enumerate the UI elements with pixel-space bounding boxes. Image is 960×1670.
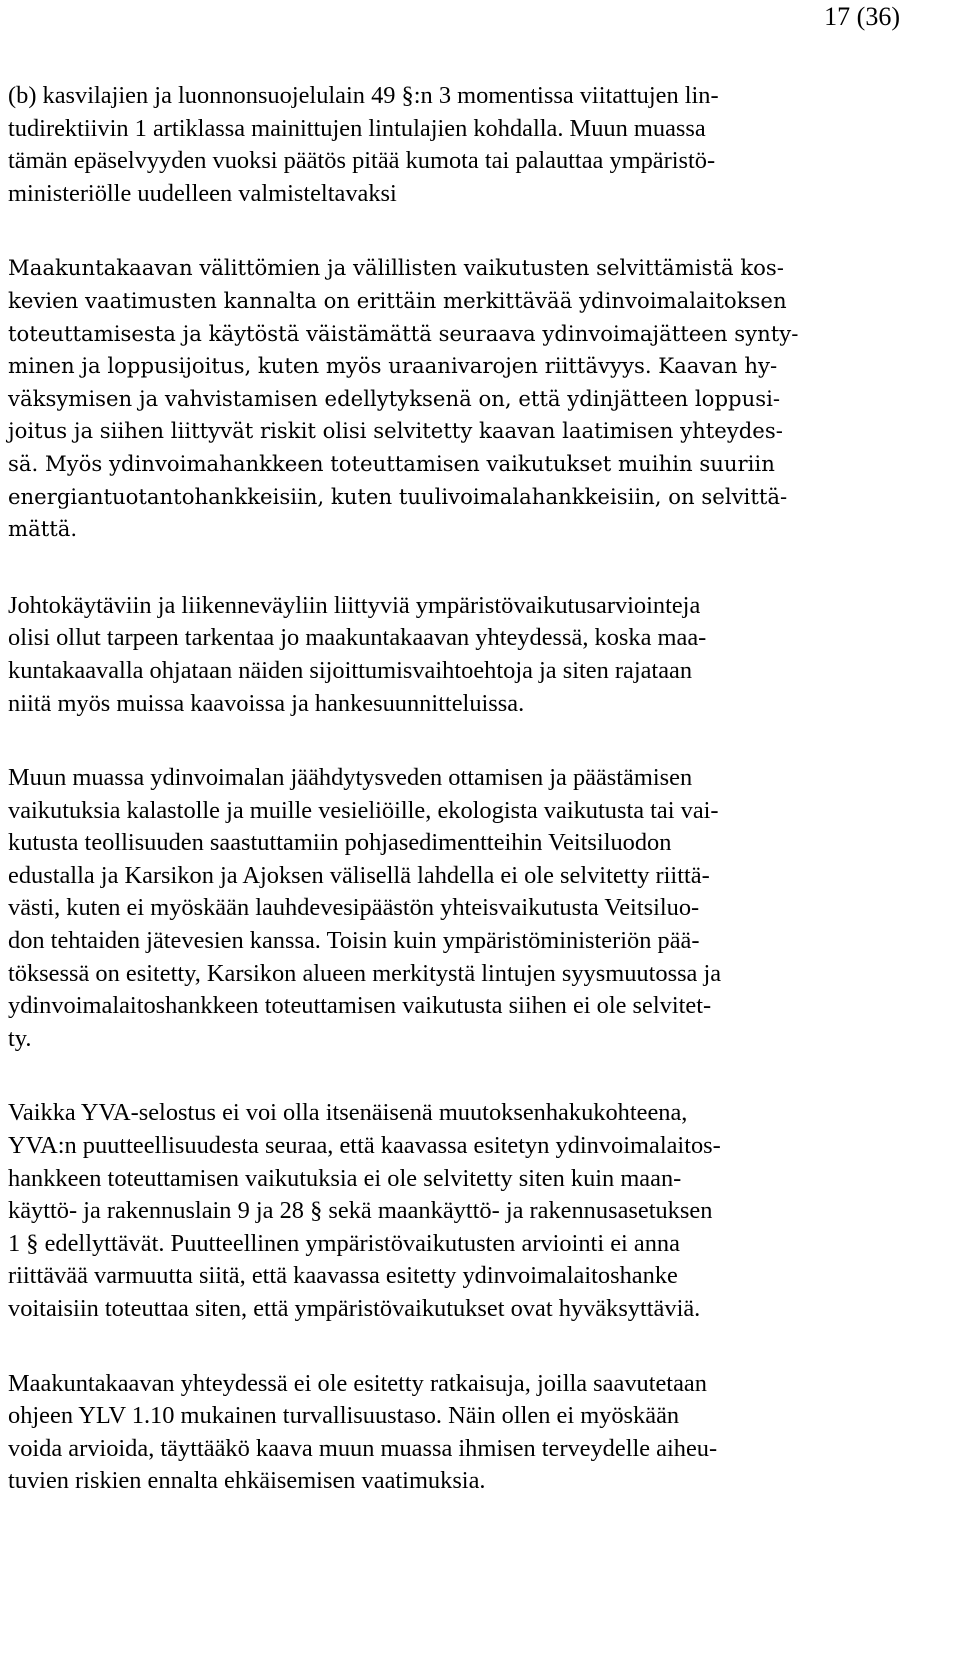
text-line: tämän epäselvyyden vuoksi päätös pitää kumota tai palauttaa ympäristö- [8, 147, 716, 175]
paragraph-cooling-water [8, 762, 903, 1055]
paragraph-nuclear-waste [8, 252, 903, 545]
text-line: voida arvioida, täyttääkö kaava muun muassa ihmisen terveydelle aiheu- [8, 1434, 718, 1462]
text-line: hankkeen toteuttamisen vaikutuksia ei ole selvitetty siten kuin maan- [8, 1164, 682, 1192]
text-line: käyttö- ja rakennuslain 9 ja 28 § sekä maankäyttö- ja rakennusasetuksen [8, 1197, 713, 1225]
text-line: minen ja loppusijoitus, kuten myös uraanivarojen riittävyys. Kaavan hy- [8, 353, 778, 379]
text-line: mättä. [8, 516, 78, 542]
text-line: niitä myös muissa kaavoissa ja hankesuunnitteluissa. [8, 689, 525, 717]
text-line: joitus ja siihen liittyvät riskit olisi selvitetty kaavan laatimisen yhteydes- [8, 418, 783, 444]
text-line: kutusta teollisuuden saastuttamiin pohjasedimentteihin Veitsiluodon [8, 829, 672, 857]
text-line: 1 § edellyttävät. Puutteellinen ympäristövaikutusten arviointi ei anna [8, 1229, 680, 1257]
text-line: olisi ollut tarpeen tarkentaa jo maakuntakaavan yhteydessä, koska maa- [8, 624, 707, 652]
text-line: kevien vaatimusten kannalta on erittäin merkittävää ydinvoimalaitoksen [8, 287, 787, 313]
text-line: västi, kuten ei myöskään lauhdevesipäästön yhteisvaikutusta Veitsiluo- [8, 894, 700, 922]
text-line: toteuttamisesta ja käytöstä väistämättä seuraava ydinvoimajätteen synty- [8, 320, 799, 346]
text-line: voitaisiin toteuttaa siten, että ympäristövaikutukset ovat hyväksyttäviä. [8, 1295, 701, 1322]
paragraph-bird-directive [8, 80, 903, 210]
text-line: don tehtaiden jätevesien kanssa. Toisin kuin ympäristöministeriön pää- [8, 927, 700, 955]
paragraph-safety-level [8, 1368, 903, 1498]
text-line: ydinvoimalaitoshankkeen toteuttamisen vaikutusta siihen ei ole selvitet- [8, 992, 712, 1020]
text-line: Vaikka YVA-selostus ei voi olla itsenäisenä muutoksenhakukohteena, [8, 1099, 688, 1127]
text-line: sä. Myös ydinvoimahankkeen toteuttamisen vaikutukset muihin suuriin [8, 450, 775, 476]
text-line: Muun muassa ydinvoimalan jäähdytysveden ottamisen ja päästämisen [8, 764, 693, 792]
text-line: (b) kasvilajien ja luonnonsuojelulain 49 §:n 3 momentissa viitattujen lin- [8, 82, 719, 109]
text-line: YVA:n puutteellisuudesta seuraa, että kaavassa esitetyn ydinvoimalaitos- [8, 1132, 721, 1160]
text-line: Maakuntakaavan välittömien ja välillisten vaikutusten selvittämistä kos- [8, 255, 784, 281]
text-line: edustalla ja Karsikon ja Ajoksen välisellä lahdella ei ole selvitetty riittä- [8, 861, 710, 889]
text-line: Maakuntakaavan yhteydessä ei ole esitetty ratkaisuja, joilla saavutetaan [8, 1369, 707, 1397]
paragraph-power-lines [8, 590, 903, 720]
text-line: ty. [8, 1024, 32, 1052]
text-line: Johtokäytäviin ja liikenneväyliin liittyviä ympäristövaikutusarviointeja [8, 591, 701, 619]
text-line: ohjeen YLV 1.10 mukainen turvallisuustaso. Näin ollen ei myöskään [8, 1402, 680, 1430]
text-line: väksymisen ja vahvistamisen edellytyksenä on, että ydinjätteen loppusi- [8, 385, 781, 411]
text-line: tuvien riskien ennalta ehkäisemisen vaatimuksia. [8, 1467, 486, 1495]
text-line: ministeriölle uudelleen valmisteltavaksi [8, 179, 397, 207]
text-line: energiantuotantohankkeisiin, kuten tuulivoimalahankkeisiin, on selvittä- [8, 483, 788, 509]
paragraph-eia-report [8, 1097, 903, 1325]
text-line: tudirektiivin 1 artiklassa mainittujen lintulajien kohdalla. Muun muassa [8, 114, 706, 142]
text-line: vaikutuksia kalastolle ja muille vesieliöille, ekologista vaikutusta tai vai- [8, 796, 719, 824]
text-line: kuntakaavalla ohjataan näiden sijoittumisvaihtoehtoja ja siten rajataan [8, 656, 693, 684]
text-line: töksessä on esitetty, Karsikon alueen merkitystä lintujen syysmuutossa ja [8, 959, 722, 987]
document-body [8, 80, 903, 1538]
text-line: riittävää varmuutta siitä, että kaavassa esitetty ydinvoimalaitoshanke [8, 1262, 678, 1290]
page-number: 17 (36) [824, 2, 900, 31]
